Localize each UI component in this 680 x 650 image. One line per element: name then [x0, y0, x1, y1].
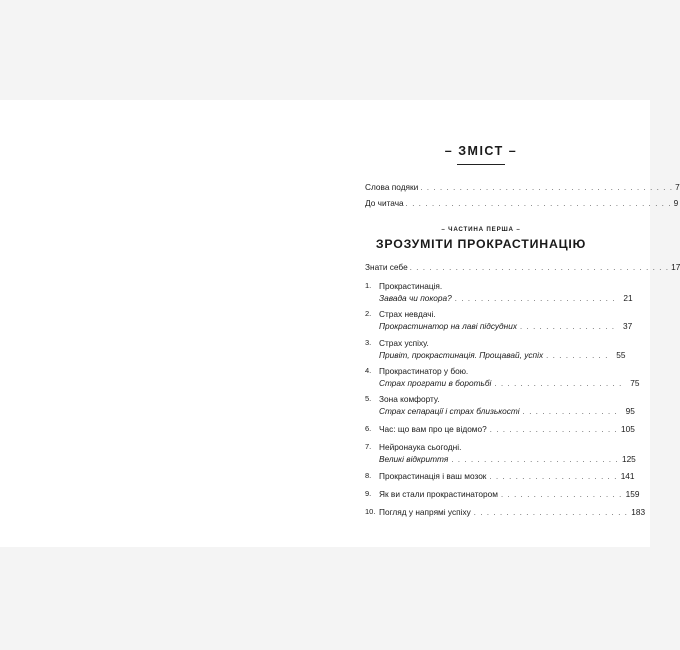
dot-leader: . . . . . . . . . . . . . . .	[519, 322, 616, 331]
toc-heading: – ЗМІСТ –	[444, 144, 518, 158]
toc-entry-page: 9	[673, 198, 679, 208]
chapter-page: 105	[620, 424, 635, 434]
toc-entry-label: Слова подяки	[365, 182, 419, 192]
chapter-title: Прокрастинація.	[379, 281, 443, 291]
chapter-page: 159	[625, 489, 640, 499]
toc-chapter-1[interactable]	[365, 280, 633, 304]
dot-leader: . . . . . . . . . .	[546, 351, 609, 360]
chapter-title: Зона комфорту.	[379, 394, 440, 404]
dot-leader: . . . . . . . . . . . . . . . . . . . . . . . .	[473, 508, 629, 517]
toc-chapter-9[interactable]	[365, 488, 640, 500]
chapter-number: 5.	[365, 394, 372, 403]
chapter-number: 6.	[365, 424, 372, 433]
chapter-subtitle: Страх програти в боротьбі	[379, 378, 492, 388]
toc-entry-label: До читача	[365, 198, 404, 208]
toc-chapter-7[interactable]	[365, 441, 636, 465]
part-title: ЗРОЗУМІТИ ПРОКРАСТИНАЦІЮ	[375, 237, 587, 251]
dot-leader: . . . . . . . . . . . . . . . . . . .	[500, 490, 623, 499]
chapter-page: 75	[630, 378, 640, 388]
dot-leader: . . . . . . . . . . . . . . .	[522, 407, 618, 416]
book-page	[0, 100, 680, 547]
chapter-title: Страх успіху.	[379, 338, 429, 348]
chapter-page: 183	[631, 507, 646, 517]
dot-leader: . . . . . . . . . . . . . . . . . . . . . . . . .	[454, 294, 616, 303]
chapter-number: 9.	[365, 489, 372, 498]
chapter-title: Страх невдачі.	[379, 309, 436, 319]
chapter-number: 7.	[365, 442, 372, 451]
chapter-subtitle: Привіт, прокрастинація. Прощавай, успіх	[379, 350, 544, 360]
toc-entry-to-reader[interactable]	[365, 196, 679, 210]
dot-leader: . . . . . . . . . . . . . . . . . . . . . . . . . . . . . . . . . . . . . . . .	[409, 263, 670, 272]
chapter-number: 1.	[365, 281, 372, 290]
toc-entry-acknowledgements[interactable]	[365, 180, 680, 194]
toc-chapter-10[interactable]	[365, 506, 646, 518]
chapter-page: 21	[623, 293, 633, 303]
chapter-page: 141	[620, 471, 635, 481]
chapter-title: Прокрастинатор у бою.	[379, 366, 469, 376]
toc-chapter-6[interactable]	[365, 423, 635, 435]
toc-entry-page: 7	[675, 182, 680, 192]
chapter-number: 10.	[365, 507, 376, 516]
toc-chapter-8[interactable]	[365, 470, 635, 482]
chapter-page: 95	[625, 406, 635, 416]
chapter-title: Час: що вам про це відомо?	[379, 424, 487, 434]
toc-chapter-4[interactable]	[365, 365, 640, 389]
chapter-page: 55	[616, 350, 626, 360]
chapter-page: 37	[622, 321, 633, 331]
toc-chapter-2[interactable]	[365, 308, 633, 332]
chapter-title: Погляд у напрямі успіху	[379, 507, 471, 517]
chapter-number: 8.	[365, 471, 372, 480]
chapter-subtitle: Страх сепарації і страх близькості	[379, 406, 520, 416]
chapter-subtitle: Завада чи покора?	[379, 293, 452, 303]
chapter-title: Нейронаука сьогодні.	[379, 442, 462, 452]
chapter-number: 4.	[365, 366, 372, 375]
dot-leader: . . . . . . . . . . . . . . . . . . . . . . . . . . . . . . . . . . . . . . . . .	[405, 199, 672, 208]
chapter-subtitle: Великі відкриття	[379, 454, 449, 464]
part-label: – ЧАСТИНА ПЕРША –	[441, 226, 521, 233]
dot-leader: . . . . . . . . . . . . . . . . . . . .	[494, 379, 623, 388]
toc-entry-label: Знати себе	[365, 262, 408, 272]
toc-chapter-5[interactable]	[365, 393, 635, 417]
toc-chapter-3[interactable]	[365, 337, 626, 361]
dot-leader: . . . . . . . . . . . . . . . . . . . . . . . . . . . . . . . . . . . . . . .	[420, 183, 674, 192]
chapter-page: 125	[621, 454, 636, 464]
chapter-title: Прокрастинація і ваш мозок	[379, 471, 487, 481]
chapter-title: Як ви стали прокрастинатором	[379, 489, 498, 499]
chapter-subtitle: Прокрастинатор на лаві підсудних	[379, 321, 517, 331]
toc-entry-page: 17	[671, 262, 680, 272]
heading-underline	[457, 164, 505, 165]
dot-leader: . . . . . . . . . . . . . . . . . . . .	[489, 425, 618, 434]
toc-entry-know-yourself[interactable]	[365, 260, 680, 274]
dot-leader: . . . . . . . . . . . . . . . . . . . . . . . . . .	[451, 455, 619, 464]
chapter-number: 2.	[365, 309, 372, 318]
dot-leader: . . . . . . . . . . . . . . . . . . . .	[489, 472, 618, 481]
chapter-number: 3.	[365, 338, 372, 347]
